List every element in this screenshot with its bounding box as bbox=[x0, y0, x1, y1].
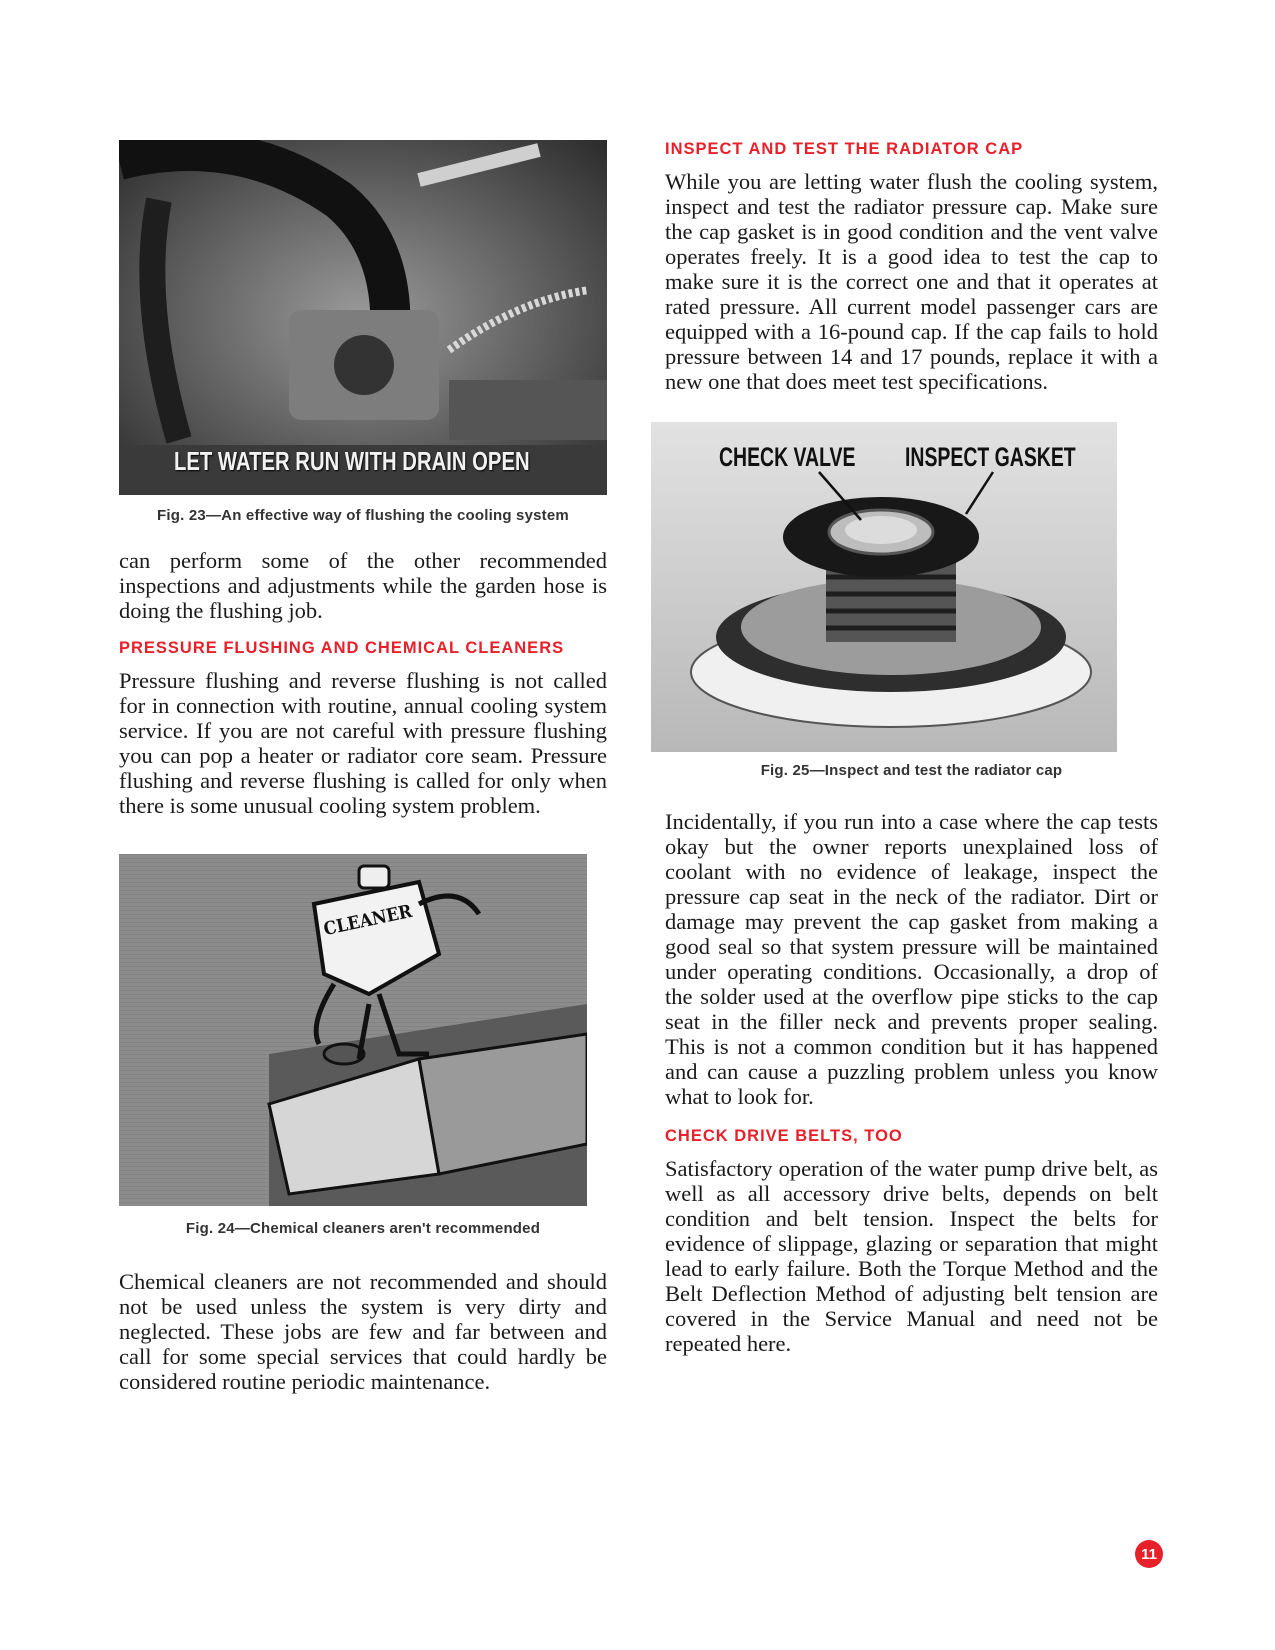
fig23-photo bbox=[119, 140, 607, 495]
right-paragraph-2: Incidentally, if you run into a case where the cap tests okay but the owner reports unexplained loss of coolant with no evidence of leakage, inspect the pressure cap seat in the neck of the radiator. Dirt or damage may prevent the cap gasket from making a good seal so that system pressure will be maintained under operating conditions. Occasionally, a drop of the solder used at the overflow pipe sticks to the cap seat in the filler neck and prevents proper sealing. This is not a common condition but it has happened and can cause a puzzling problem unless you know what to look for. bbox=[665, 809, 1158, 1109]
heading-drive-belts: CHECK DRIVE BELTS, TOO bbox=[665, 1127, 903, 1145]
fig25-caption: Fig. 25—Inspect and test the radiator cap bbox=[760, 762, 1063, 779]
heading-radiator-cap: INSPECT AND TEST THE RADIATOR CAP bbox=[665, 140, 1024, 158]
left-paragraph-2: Pressure flushing and reverse flushing is not called for in connection with routine, annual cooling system service. If you are not careful with pressure flushing you can pop a heater or radiator core seam. Pressure flushing and reverse flushing is called for only when there is some unusual cooling system problem. bbox=[119, 668, 607, 818]
page-number: 11 bbox=[1135, 1540, 1163, 1568]
left-paragraph-1: can perform some of the other recommended inspections and adjustments while the garden hose is doing the flushing job. bbox=[119, 548, 607, 623]
fig23-caption: Fig. 23—An effective way of flushing the cooling system bbox=[157, 507, 569, 524]
fig24-can-label: CLEANER bbox=[321, 900, 414, 941]
cleaner-character-illustration bbox=[119, 854, 587, 1206]
fig24-caption: Fig. 24—Chemical cleaners aren't recommended bbox=[185, 1220, 541, 1237]
fig25-label-inspect-gasket: INSPECT GASKET bbox=[905, 442, 1076, 472]
heading-pressure-flushing: PRESSURE FLUSHING AND CHEMICAL CLEANERS bbox=[119, 639, 565, 657]
left-column bbox=[119, 140, 607, 1394]
fig24-cartoon bbox=[119, 854, 587, 1206]
left-paragraph-3: Chemical cleaners are not recommended and should not be used unless the system is very dirty and neglected. These jobs are few and far between and call for some special services that could hardly be considered routine periodic maintenance. bbox=[119, 1269, 607, 1394]
right-paragraph-1: While you are letting water flush the cooling system, inspect and test the radiator pressure cap. Make sure the cap gasket is in good condition and the vent valve operates freely. It is a good idea to test the cap to make sure it is the correct one and that it operates at rated pressure. All current model passenger cars are equipped with a 16-pound cap. If the cap fails to hold pressure between 14 and 17 pounds, replace it with a new one that does meet test specifications. bbox=[665, 169, 1158, 394]
fig25-photo bbox=[651, 422, 1117, 752]
right-column bbox=[665, 140, 1158, 1356]
fig23-overlay-text: LET WATER RUN WITH DRAIN OPEN bbox=[174, 446, 530, 476]
engine-drain-illustration bbox=[119, 140, 607, 495]
right-paragraph-3: Satisfactory operation of the water pump drive belt, as well as all accessory drive belts, depends on belt condition and belt tension. Inspect the belts for evidence of slippage, glazing or separation that might lead to early failure. Both the Torque Method and the Belt Deflection Method of adjusting belt tension are covered in the Service Manual and need not be repeated here. bbox=[665, 1156, 1158, 1356]
fig25-label-check-valve: CHECK VALVE bbox=[719, 442, 856, 472]
